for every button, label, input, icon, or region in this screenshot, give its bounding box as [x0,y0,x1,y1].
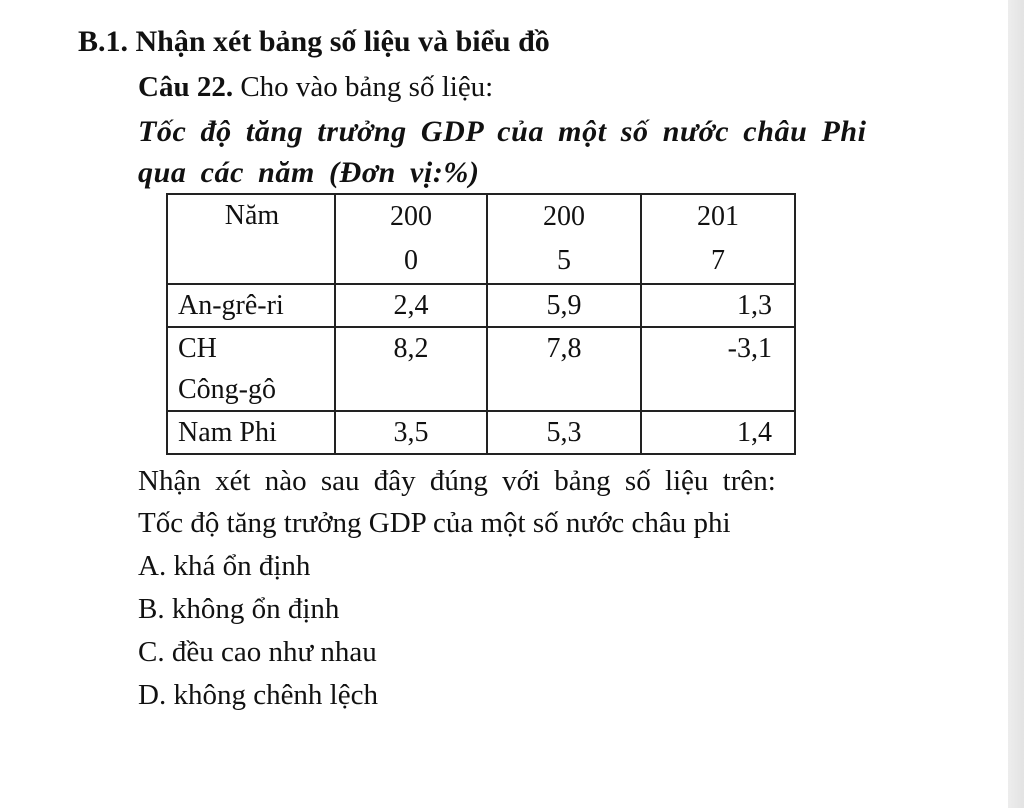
answer-option-a[interactable]: A. khá ổn định [138,550,311,582]
table-row [167,284,795,327]
value-cell: 5,9 [487,284,641,327]
year-header-cell [641,194,795,284]
value-cell: 1,4 [641,411,795,454]
page-edge [1008,0,1024,808]
value-cell: 2,4 [335,284,487,327]
country-cell: An-grê-ri [167,284,335,327]
country-name-part: CH [178,333,217,364]
country-cell [167,327,335,411]
table-header-row [167,194,795,284]
value-cell: 3,5 [335,411,487,454]
header-label: Năm [224,200,280,231]
year-header-cell [335,194,487,284]
header-label-cell [167,194,335,284]
question-header [138,69,493,105]
year-header-cell [487,194,641,284]
answer-option-d[interactable]: D. không chênh lệch [138,679,378,711]
value-cell: 7,8 [487,327,641,411]
value-cell: 1,3 [641,284,795,327]
value-cell: 8,2 [335,327,487,411]
value-cell: 5,3 [487,411,641,454]
question-intro: Cho vào bảng số liệu: [240,71,494,103]
year-part: 201 [697,201,739,232]
year-part: 7 [711,245,725,276]
answer-option-c[interactable]: C. đều cao như nhau [138,636,377,668]
year-part: 5 [557,245,571,276]
table-row [167,411,795,454]
gdp-growth-table [166,193,796,455]
question-number: Câu 22. [138,71,234,103]
section-title: B.1. Nhận xét bảng số liệu và biểu đồ [78,25,550,58]
table-caption: Tốc độ tăng trưởng GDP của một số nước châu Phi qua các năm (Đơn vị:%) [138,115,867,189]
question-stem: Tốc độ tăng trưởng GDP của một số nước châu phi [138,507,731,539]
country-name-part: Công-gô [178,374,276,405]
year-part: 200 [390,201,432,232]
table-row [167,327,795,411]
answer-option-b[interactable]: B. không ổn định [138,593,340,625]
value-cell: -3,1 [641,327,795,411]
year-part: 0 [404,245,418,276]
question-prompt: Nhận xét nào sau đây đúng với bảng số liệu trên: [138,465,776,497]
year-part: 200 [543,201,585,232]
country-cell: Nam Phi [167,411,335,454]
